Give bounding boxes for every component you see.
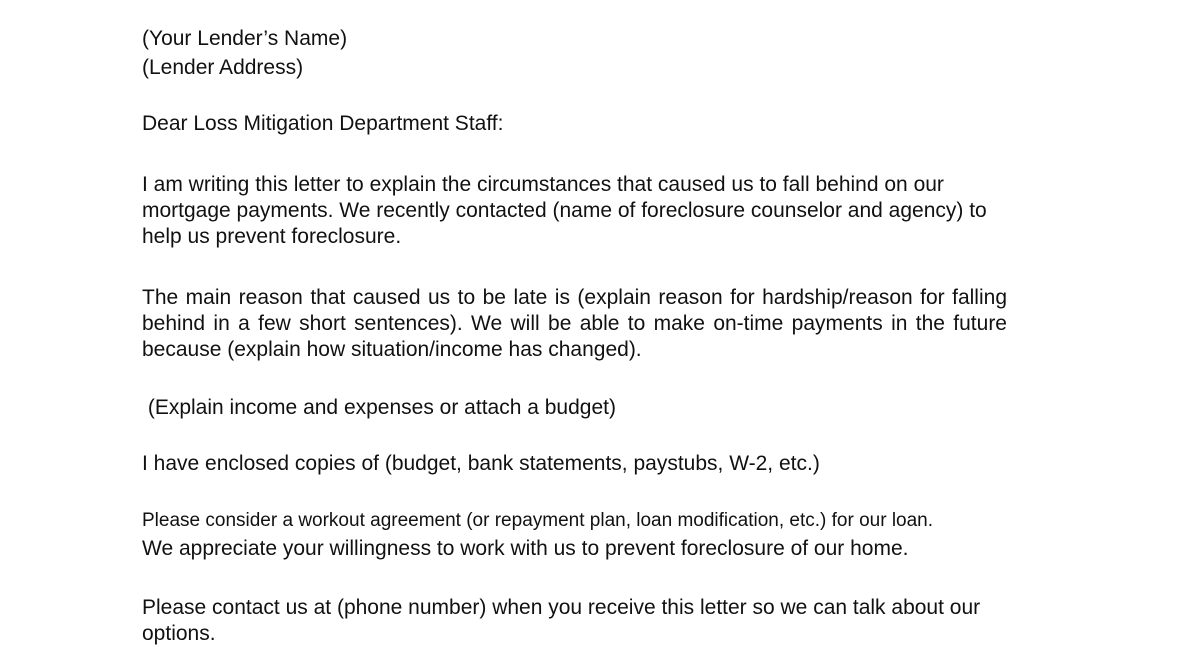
intro-paragraph: I am writing this letter to explain the circumstances that caused us to fall behind on our mortgage payments. We recently contacted (name of foreclosure counselor and agency) to help us prevent foreclosure. (142, 173, 987, 248)
income-paragraph: (Explain income and expenses or attach a budget) (142, 396, 616, 419)
request-line-1: Please consider a workout agreement (or repayment plan, loan modification, etc.) for our loan. (142, 510, 934, 531)
contact-paragraph: Please contact us at (phone number) when you receive this letter so we can talk about our options. (142, 596, 981, 645)
lender-address: (Lender Address) (142, 56, 304, 79)
lender-name: (Your Lender’s Name) (142, 27, 348, 50)
salutation: Dear Loss Mitigation Department Staff: (142, 112, 504, 135)
request-line-2: We appreciate your willingness to work with us to prevent foreclosure of our home. (142, 537, 909, 560)
enclosed-paragraph: I have enclosed copies of (budget, bank statements, paystubs, W-2, etc.) (142, 452, 820, 475)
reason-paragraph: The main reason that caused us to be late is (explain reason for hardship/reason for falling behind in a few short sentences). We will be able to make on-time payments in the future because (explain how situation/income has changed). (142, 286, 1007, 361)
